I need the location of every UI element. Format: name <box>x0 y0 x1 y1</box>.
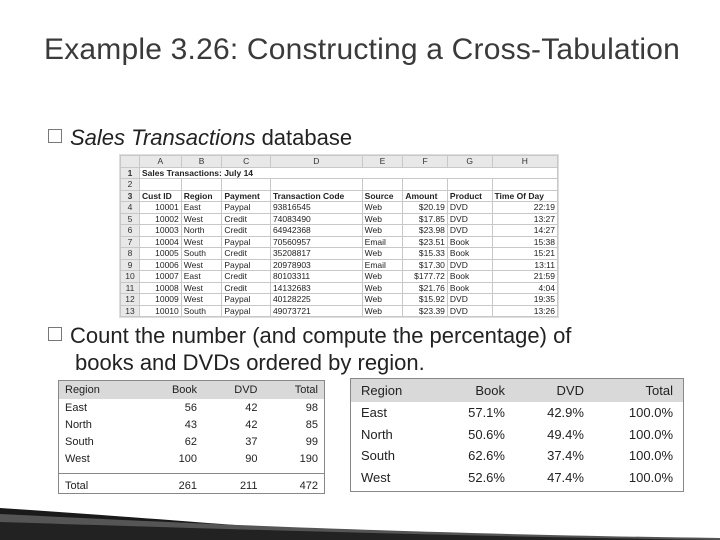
sheet-cell: 93816545 <box>270 202 362 214</box>
sheet-cell: 14132683 <box>270 282 362 294</box>
percent-cell: 100.0% <box>628 405 673 421</box>
percent-row <box>351 467 683 489</box>
count-cell: 42 <box>245 418 258 431</box>
sheet-cell: Web <box>362 305 403 317</box>
sheet-cell: West <box>181 294 222 306</box>
sheet-cell: Web <box>362 271 403 283</box>
percent-cell: 62.6% <box>468 448 505 464</box>
count-header-cell: Book <box>139 381 203 399</box>
count-row <box>59 416 324 433</box>
bullet-italic-text: Sales Transactions <box>70 125 256 150</box>
percent-row <box>351 445 683 467</box>
slide-title: Example 3.26: Constructing a Cross-Tabulation <box>44 33 680 66</box>
column-letter: E <box>362 156 403 168</box>
column-header-row <box>121 156 558 168</box>
sheet-cell <box>403 179 448 191</box>
sheet-row <box>121 213 558 225</box>
corner-cell <box>121 156 140 168</box>
sheet-cell: Web <box>362 248 403 260</box>
sheet-cell: 10010 <box>140 305 182 317</box>
sheet-cell: West <box>181 259 222 271</box>
sheet-header-cell: Source <box>362 190 403 202</box>
sheet-header-cell: Product <box>447 190 492 202</box>
sheet-cell: Web <box>362 202 403 214</box>
sheet-cell: 74083490 <box>270 213 362 225</box>
count-cell: North <box>65 418 92 431</box>
sheet-cell: 15:38 <box>492 236 557 248</box>
percent-cell: 49.4% <box>547 426 584 442</box>
percent-cell: 100.0% <box>628 469 673 485</box>
bullet-text: database <box>255 125 353 150</box>
sheet-cell: $21.76 <box>403 282 448 294</box>
count-cell: 98 <box>305 401 318 414</box>
sheet-cell: Web <box>362 225 403 237</box>
sheet-cell: 19:35 <box>492 294 557 306</box>
sheet-cell: 10005 <box>140 248 182 260</box>
sheet-cell: East <box>181 202 222 214</box>
decorative-corner-swoosh <box>0 508 720 540</box>
sheet-cell: Credit <box>222 225 271 237</box>
bullet-box-icon <box>48 327 62 341</box>
sheet-cell: 4:04 <box>492 282 557 294</box>
percent-row <box>351 424 683 446</box>
sheet-cell: $177.72 <box>403 271 448 283</box>
sheet-row <box>121 248 558 260</box>
sheet-row <box>121 236 558 248</box>
row-number: 2 <box>121 179 140 191</box>
count-cell: 37 <box>245 435 258 448</box>
sheet-header-cell: Cust ID <box>140 190 182 202</box>
count-cell: 190 <box>299 452 318 465</box>
sheet-cell: Credit <box>222 248 271 260</box>
sheet-cell: 10009 <box>140 294 182 306</box>
count-total-cell: 261 <box>139 474 203 495</box>
count-header-cell: Total <box>263 381 324 399</box>
count-cell: 56 <box>184 401 198 414</box>
count-cell: South <box>65 435 94 448</box>
sheet-cell: 10002 <box>140 213 182 225</box>
percent-header-cell: DVD <box>515 379 594 402</box>
row-number: 5 <box>121 213 140 225</box>
sheet-cell: 10003 <box>140 225 182 237</box>
sheet-cell: Paypal <box>222 202 271 214</box>
sheet-cell <box>447 179 492 191</box>
sheet-cell <box>222 179 271 191</box>
sheet-cell <box>140 179 182 191</box>
row-number: 12 <box>121 294 140 306</box>
row-number: 8 <box>121 248 140 260</box>
sheet-cell: 13:26 <box>492 305 557 317</box>
sheet-cell: Paypal <box>222 305 271 317</box>
count-row <box>59 433 324 450</box>
count-cell: 62 <box>184 435 198 448</box>
percent-header-cell: Total <box>594 379 683 402</box>
sheet-cell: $23.39 <box>403 305 448 317</box>
sheet-cell: Web <box>362 282 403 294</box>
sheet-cell: DVD <box>447 259 492 271</box>
sheet-cell: 10004 <box>140 236 182 248</box>
sheet-cell: $20.19 <box>403 202 448 214</box>
count-header-cell: DVD <box>203 381 263 399</box>
sheet-cell: DVD <box>447 294 492 306</box>
sheet-cell: DVD <box>447 305 492 317</box>
percent-cell: 52.6% <box>468 469 505 485</box>
sheet-cell: 40128225 <box>270 294 362 306</box>
bullet-count-instructions <box>48 322 688 376</box>
sheet-cell: $23.51 <box>403 236 448 248</box>
sheet-cell: East <box>181 271 222 283</box>
sheet-row <box>121 167 558 179</box>
bullet-sales-database <box>48 125 352 151</box>
percent-row <box>351 402 683 424</box>
row-number: 7 <box>121 236 140 248</box>
sheet-cell <box>181 179 222 191</box>
count-total-row <box>59 474 324 495</box>
count-cell: 90 <box>245 452 258 465</box>
bullet-text-line2: books and DVDs ordered by region. <box>75 350 425 375</box>
sheet-cell: $23.98 <box>403 225 448 237</box>
count-cell: West <box>65 452 90 465</box>
count-total-cell: 472 <box>263 474 324 495</box>
percent-cell: 100.0% <box>628 448 673 464</box>
count-total-cell: 211 <box>203 474 263 495</box>
count-header-row <box>59 381 324 399</box>
sheet-cell: 13:27 <box>492 213 557 225</box>
sheet-cell: Book <box>447 282 492 294</box>
count-cell: 100 <box>178 452 198 465</box>
count-header-cell: Region <box>59 381 139 399</box>
sheet-row <box>121 282 558 294</box>
percent-cell: East <box>361 405 388 421</box>
count-cell: 43 <box>184 418 198 431</box>
percent-cell: 50.6% <box>468 426 505 442</box>
sheet-cell: 35208817 <box>270 248 362 260</box>
sheet-cell: 20978903 <box>270 259 362 271</box>
sheet-header-row <box>121 190 558 202</box>
sheet-cell: DVD <box>447 202 492 214</box>
sheet-cell: 14:27 <box>492 225 557 237</box>
count-cell: 99 <box>305 435 318 448</box>
sheet-cell: $17.85 <box>403 213 448 225</box>
column-letter: G <box>447 156 492 168</box>
sheet-cell: Web <box>362 294 403 306</box>
row-number: 3 <box>121 190 140 202</box>
sheet-cell: 15:21 <box>492 248 557 260</box>
column-letter: H <box>492 156 557 168</box>
sheet-cell: 22:19 <box>492 202 557 214</box>
sheet-cell: Email <box>362 259 403 271</box>
sheet-header-cell: Payment <box>222 190 271 202</box>
count-crosstab <box>58 380 325 494</box>
sheet-header-cell: Transaction Code <box>270 190 362 202</box>
sheet-cell: West <box>181 236 222 248</box>
sheet-cell <box>492 179 557 191</box>
percent-header-cell: Region <box>351 379 436 402</box>
sheet-cell: Book <box>447 271 492 283</box>
sheet-cell: North <box>181 225 222 237</box>
column-letter: B <box>181 156 222 168</box>
sheet-cell: Web <box>362 213 403 225</box>
sheet-cell: $15.33 <box>403 248 448 260</box>
sheet-cell: 10007 <box>140 271 182 283</box>
sheet-cell: Paypal <box>222 259 271 271</box>
sheet-cell: 49073721 <box>270 305 362 317</box>
sheet-header-cell: Amount <box>403 190 448 202</box>
sheet-title-cell: Sales Transactions: July 14 <box>140 167 558 179</box>
sheet-cell: Email <box>362 236 403 248</box>
column-letter: C <box>222 156 271 168</box>
sheet-row <box>121 259 558 271</box>
column-letter: D <box>270 156 362 168</box>
row-number: 11 <box>121 282 140 294</box>
sheet-cell: 10006 <box>140 259 182 271</box>
percent-cell: West <box>361 469 391 485</box>
count-cell: 42 <box>245 401 258 414</box>
row-number: 6 <box>121 225 140 237</box>
sheet-cell: 10001 <box>140 202 182 214</box>
sheet-header-cell: Time Of Day <box>492 190 557 202</box>
row-number: 9 <box>121 259 140 271</box>
sheet-cell: Book <box>447 236 492 248</box>
percent-cell: North <box>361 426 393 442</box>
percent-header-cell: Book <box>436 379 515 402</box>
sheet-cell: 13:11 <box>492 259 557 271</box>
percent-header-row <box>351 379 683 402</box>
sheet-cell: 80103311 <box>270 271 362 283</box>
sheet-row <box>121 202 558 214</box>
sheet-cell: South <box>181 305 222 317</box>
sheet-cell: Paypal <box>222 236 271 248</box>
bullet-text-line1: Count the number (and compute the percentage) of <box>70 323 572 348</box>
sheet-cell: Paypal <box>222 294 271 306</box>
bullet-box-icon <box>48 129 62 143</box>
count-row <box>59 399 324 416</box>
sheet-cell: Book <box>447 248 492 260</box>
count-cell: East <box>65 401 88 414</box>
sheet-cell: DVD <box>447 225 492 237</box>
sheet-row <box>121 179 558 191</box>
percent-cell: 42.9% <box>547 405 584 421</box>
sheet-cell: West <box>181 282 222 294</box>
percent-crosstab <box>350 378 684 492</box>
row-number: 10 <box>121 271 140 283</box>
sheet-cell: 21:59 <box>492 271 557 283</box>
row-number: 1 <box>121 167 140 179</box>
sheet-cell: West <box>181 213 222 225</box>
sheet-header-cell: Region <box>181 190 222 202</box>
percent-cell: South <box>361 448 395 464</box>
sheet-cell: Credit <box>222 213 271 225</box>
sheet-cell <box>270 179 362 191</box>
row-number: 13 <box>121 305 140 317</box>
sheet-cell: South <box>181 248 222 260</box>
column-letter: A <box>140 156 182 168</box>
percent-cell: 47.4% <box>547 469 584 485</box>
count-total-cell: Total <box>59 474 139 495</box>
sheet-cell: 10008 <box>140 282 182 294</box>
percent-cell: 57.1% <box>468 405 505 421</box>
sheet-cell: $17.30 <box>403 259 448 271</box>
sheet-row <box>121 271 558 283</box>
row-number: 4 <box>121 202 140 214</box>
sheet-row <box>121 305 558 317</box>
sheet-cell: DVD <box>447 213 492 225</box>
sheet-cell: Credit <box>222 282 271 294</box>
sheet-row <box>121 225 558 237</box>
count-row <box>59 450 324 467</box>
sheet-row <box>121 294 558 306</box>
sheet-cell <box>362 179 403 191</box>
sheet-cell: $15.92 <box>403 294 448 306</box>
sheet-cell: 64942368 <box>270 225 362 237</box>
sheet-cell: Credit <box>222 271 271 283</box>
column-letter: F <box>403 156 448 168</box>
percent-cell: 37.4% <box>547 448 584 464</box>
percent-cell: 100.0% <box>628 426 673 442</box>
spreadsheet <box>120 155 558 317</box>
count-cell: 85 <box>305 418 318 431</box>
sheet-cell: 70560957 <box>270 236 362 248</box>
